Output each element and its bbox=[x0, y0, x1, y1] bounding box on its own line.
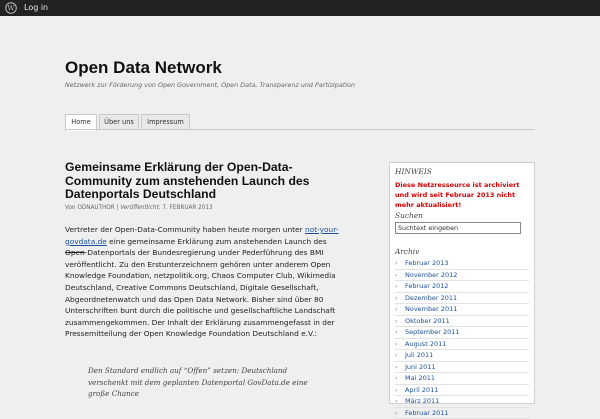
archive-list bbox=[395, 258, 529, 419]
archive-link-oktober-2011[interactable]: Oktober 2011 bbox=[405, 316, 450, 326]
archive-link-dezember-2011[interactable]: Dezember 2011 bbox=[405, 293, 457, 303]
archive-item bbox=[395, 396, 529, 408]
post-body bbox=[65, 224, 345, 340]
archive-link-mai-2011[interactable]: Mai 2011 bbox=[405, 373, 435, 383]
bullet-icon: › bbox=[395, 316, 398, 326]
login-link[interactable]: Log in bbox=[24, 3, 48, 12]
bullet-icon: › bbox=[395, 258, 398, 268]
archive-item bbox=[395, 350, 529, 362]
bullet-icon: › bbox=[395, 373, 398, 383]
archive-link-juni-2011[interactable]: Juni 2011 bbox=[405, 362, 436, 372]
body-text-3: -Datenportals der Bundesregierung under Pederführung des BMI veröffentlicht. Zu den Erstunterzeichnern gehören unter anderem Open Knowledge Foundation, netzpolitik.org, Chaos Computer Club, Wikimedia Deutschland, Creative Commons Deutschland, Digitale Gesellschaft, Abgeordnetenwatch und das Open Data Network. Bisher sind über 80 Unterschriften bunt durch die politische und gesellschaftliche Landschaft zusammengekommen. Der Inhalt der Erklärung zusammengefasst in der Pressemitteilung der Open Knowledge Foundation Deutschland e.V.: bbox=[65, 248, 336, 338]
tab-ueber-uns[interactable]: Über uns bbox=[99, 114, 139, 130]
bullet-icon: › bbox=[395, 281, 398, 291]
body-strikethrough: Open bbox=[65, 248, 85, 257]
tab-home[interactable]: Home bbox=[65, 114, 97, 131]
site-title[interactable]: Open Data Network bbox=[65, 58, 222, 78]
search-heading: Suchen bbox=[395, 211, 423, 220]
bullet-icon: › bbox=[395, 304, 398, 314]
published-label: Veröffentlicht: bbox=[120, 205, 160, 211]
admin-bar bbox=[0, 0, 600, 16]
post-author[interactable]: Von ODNAUTHOR bbox=[65, 205, 115, 211]
post-quote: Den Standard endlich auf “Offen” setzen: Deutschland verschenkt mit dem geplanten Datenportal GovData.de eine große Chance bbox=[88, 365, 318, 400]
archive-link-november-2011[interactable]: November 2011 bbox=[405, 304, 457, 314]
search-input[interactable]: Suchtext eingeben bbox=[395, 222, 521, 234]
tab-impressum[interactable]: Impressum bbox=[141, 114, 190, 130]
bullet-icon: › bbox=[395, 327, 398, 337]
post-title[interactable]: Gemeinsame Erklärung der Open-Data-Community zum anstehenden Launch des Datenportals Deutschland bbox=[65, 161, 315, 202]
wordpress-logo-icon[interactable] bbox=[5, 2, 17, 14]
svg-text:W: W bbox=[7, 5, 15, 13]
archive-link-august-2011[interactable]: August 2011 bbox=[405, 339, 446, 349]
bullet-icon: › bbox=[395, 293, 398, 303]
bullet-icon: › bbox=[395, 350, 398, 360]
site-description: Netzwerk zur Förderung von Open Government, Open Data, Transparenz und Partizipation bbox=[65, 81, 355, 89]
meta-separator: | bbox=[115, 205, 121, 211]
archive-item bbox=[395, 281, 529, 293]
body-text-2: eine gemeinsame Erklärung zum anstehenden Launch des bbox=[107, 237, 327, 246]
archive-item bbox=[395, 316, 529, 328]
archive-link-maerz-2011[interactable]: März 2011 bbox=[405, 396, 439, 406]
nav-divider bbox=[65, 129, 535, 130]
archive-item bbox=[395, 373, 529, 385]
archive-link-september-2011[interactable]: September 2011 bbox=[405, 327, 460, 337]
archive-heading: Archiv bbox=[395, 247, 419, 256]
archive-item bbox=[395, 270, 529, 282]
archive-item bbox=[395, 385, 529, 397]
archive-link-februar-2012[interactable]: Februar 2012 bbox=[405, 281, 449, 291]
archive-link-juli-2011[interactable]: Juli 2011 bbox=[405, 350, 433, 360]
archive-notice: Diese Netzressource ist archiviert und wird seit Februar 2013 nicht mehr aktualisiert! bbox=[395, 180, 531, 210]
post-date: 7. FEBRUAR 2013 bbox=[161, 205, 213, 211]
archive-item bbox=[395, 408, 529, 419]
archive-link-november-2012[interactable]: November 2012 bbox=[405, 270, 457, 280]
archive-link-februar-2013[interactable]: Februar 2013 bbox=[405, 258, 449, 268]
post-meta bbox=[65, 205, 213, 211]
archive-item bbox=[395, 362, 529, 374]
archive-link-februar-2011[interactable]: Februar 2011 bbox=[405, 408, 449, 418]
archive-item bbox=[395, 339, 529, 351]
archive-item bbox=[395, 293, 529, 305]
not-your-govdata-link[interactable]: not-your-govdata.de bbox=[65, 225, 338, 246]
notice-heading: HINWEIS bbox=[395, 167, 432, 176]
bullet-icon: › bbox=[395, 339, 398, 349]
body-text-1: Vertreter der Open-Data-Community haben heute morgen unter bbox=[65, 225, 305, 234]
bullet-icon: › bbox=[395, 396, 398, 406]
archive-link-april-2011[interactable]: April 2011 bbox=[405, 385, 438, 395]
archive-item bbox=[395, 304, 529, 316]
bullet-icon: › bbox=[395, 408, 398, 418]
archive-item bbox=[395, 327, 529, 339]
bullet-icon: › bbox=[395, 270, 398, 280]
bullet-icon: › bbox=[395, 362, 398, 372]
archive-item bbox=[395, 258, 529, 270]
bullet-icon: › bbox=[395, 385, 398, 395]
